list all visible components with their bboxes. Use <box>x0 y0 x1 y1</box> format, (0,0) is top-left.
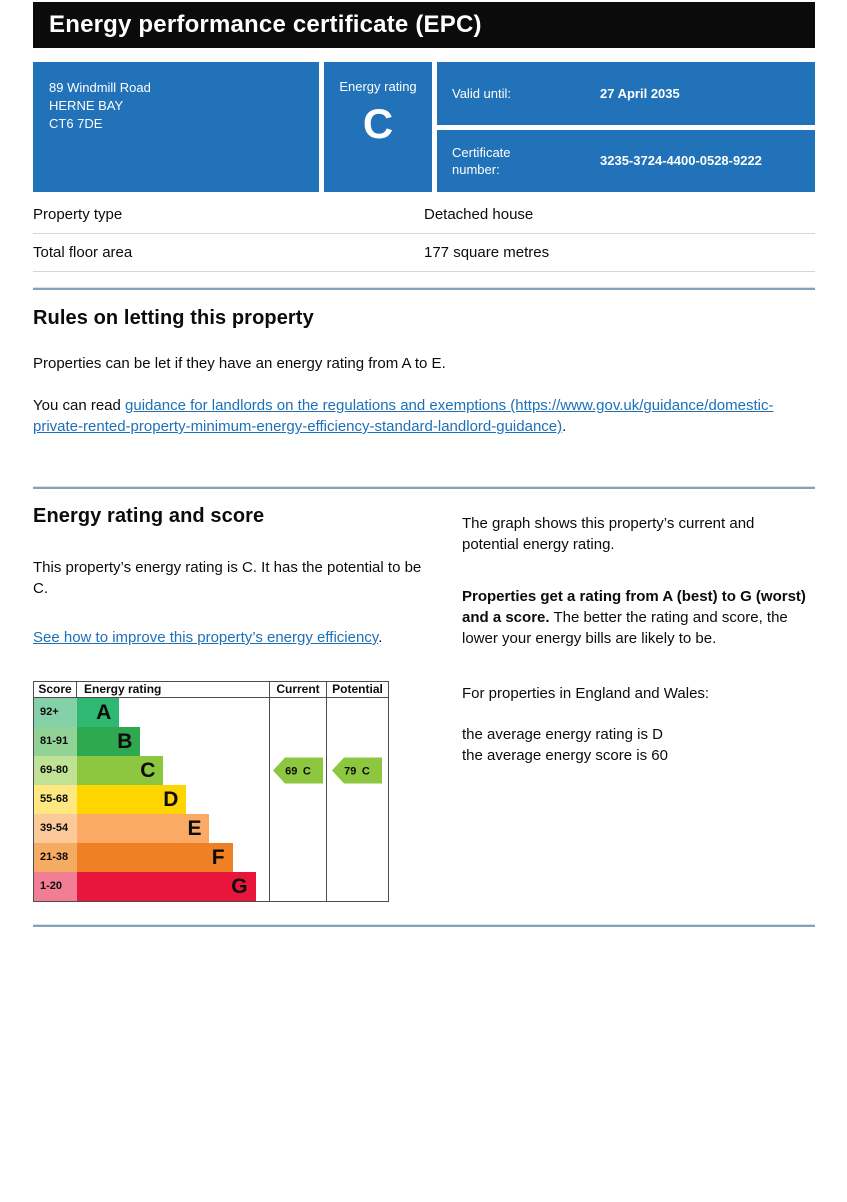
epc-page <box>33 2 815 927</box>
rules-heading: Rules on letting this property <box>33 307 314 329</box>
epc-potential-rating-arrow <box>332 757 382 789</box>
epc-score-range: 1-20 <box>34 872 77 901</box>
epc-band-bar-d: D <box>77 785 186 814</box>
table-row <box>33 196 815 234</box>
table-row <box>33 234 815 272</box>
rating-right-column <box>462 505 815 902</box>
certificate-number-value: 3235-3724-4400-0528-9222 <box>600 153 762 169</box>
epc-potential-column <box>326 698 388 901</box>
section-divider <box>33 486 815 489</box>
rating-explanation-text <box>462 586 815 649</box>
epc-bar-track <box>77 698 269 727</box>
rating-explanation-rest: The better the rating and score, the lower your energy bills are likely to be. <box>462 609 788 647</box>
epc-score-range: 81-91 <box>34 727 77 756</box>
link-prefix-text: You can read <box>33 397 126 414</box>
improve-efficiency-link[interactable]: See how to improve this property’s energy efficiency <box>33 629 379 646</box>
epc-chart-body <box>34 698 388 901</box>
score-column-header: Score <box>34 682 77 697</box>
rating-summary-text: This property’s energy rating is C. It has the potential to be C. <box>33 559 422 597</box>
rating-heading: Energy rating and score <box>33 505 265 527</box>
epc-band-bar-e: E <box>77 814 209 843</box>
svg-text:69 C: 69 C <box>285 765 311 778</box>
epc-band-rows <box>34 698 269 901</box>
energy-rating-column-header: Energy rating <box>84 682 162 696</box>
epc-score-range: 21-38 <box>34 843 77 872</box>
epc-score-range: 92+ <box>34 698 77 727</box>
rating-left-column <box>33 505 422 902</box>
floor-area-label: Total floor area <box>33 244 133 261</box>
epc-band-row <box>34 698 269 727</box>
property-address <box>33 62 319 192</box>
valid-until-row <box>437 62 815 125</box>
epc-band-bar-g: G <box>77 872 256 901</box>
link-suffix-text: . <box>378 629 383 646</box>
epc-bar-track <box>77 785 269 814</box>
address-line: 89 Windmill Road <box>49 80 151 95</box>
property-details-table <box>33 196 815 272</box>
epc-band-bar-b: B <box>77 727 140 756</box>
epc-score-range: 39-54 <box>34 814 77 843</box>
summary-panels <box>33 62 815 192</box>
epc-band-row <box>34 785 269 814</box>
epc-bar-track <box>77 843 269 872</box>
valid-until-value: 27 April 2035 <box>600 85 680 101</box>
epc-bar-track <box>77 872 269 901</box>
link-suffix-text: . <box>562 418 567 435</box>
average-rating-text <box>462 724 815 766</box>
certificate-meta-panel <box>437 62 815 192</box>
certificate-number-label: Certificate number: <box>452 144 511 177</box>
average-rating-line: the average energy rating is D <box>462 726 663 743</box>
epc-current-rating-arrow <box>273 757 323 789</box>
epc-current-column <box>269 698 326 901</box>
energy-rating-panel <box>324 62 432 192</box>
certificate-number-row <box>437 130 815 193</box>
epc-band-row <box>34 756 269 785</box>
epc-bar-track <box>77 756 269 785</box>
property-type-label: Property type <box>33 206 123 223</box>
epc-band-chart <box>33 681 389 902</box>
property-type-value: Detached house <box>424 206 534 223</box>
rules-section <box>33 307 815 471</box>
landlord-guidance-link[interactable]: guidance for landlords on the regulations and exemptions (https://www.gov.uk/guidance/domestic-private-rented-property-minimum-energy-efficiency-standard-landlord-guidance) <box>33 397 774 435</box>
page-title: Energy performance certificate (EPC) <box>33 2 815 48</box>
epc-band-bar-a: A <box>77 698 119 727</box>
current-column-header: Current <box>269 682 326 697</box>
address-line: CT6 7DE <box>49 116 103 131</box>
floor-area-value: 177 square metres <box>424 244 550 261</box>
epc-score-range: 55-68 <box>34 785 77 814</box>
epc-band-bar-f: F <box>77 843 233 872</box>
epc-chart-header <box>34 682 388 698</box>
energy-rating-label: Energy rating <box>339 79 417 94</box>
epc-band-row <box>34 843 269 872</box>
section-divider <box>33 924 815 927</box>
rules-paragraph-link <box>33 395 815 437</box>
epc-band-row <box>34 727 269 756</box>
epc-band-row <box>34 814 269 843</box>
epc-bar-track <box>77 727 269 756</box>
epc-bar-track <box>77 814 269 843</box>
potential-column-header: Potential <box>326 682 388 697</box>
energy-rating-section <box>33 505 815 902</box>
energy-rating-value: C <box>362 100 394 147</box>
address-line: HERNE BAY <box>49 98 124 113</box>
valid-until-label: Valid until: <box>452 85 512 101</box>
graph-description-text: The graph shows this property’s current and potential energy rating. <box>462 515 755 553</box>
rating-explanation-bold: Properties get a rating from A (best) to G (worst) and a score. <box>462 588 806 626</box>
svg-text:79 C: 79 C <box>344 765 370 778</box>
section-divider <box>33 287 815 290</box>
epc-band-bar-c: C <box>77 756 163 785</box>
average-score-line: the average energy score is 60 <box>462 747 668 764</box>
epc-band-row <box>34 872 269 901</box>
epc-score-range: 69-80 <box>34 756 77 785</box>
improve-efficiency-paragraph <box>33 627 422 648</box>
rules-paragraph: Properties can be let if they have an energy rating from A to E. <box>33 355 446 372</box>
england-wales-text: For properties in England and Wales: <box>462 685 710 702</box>
